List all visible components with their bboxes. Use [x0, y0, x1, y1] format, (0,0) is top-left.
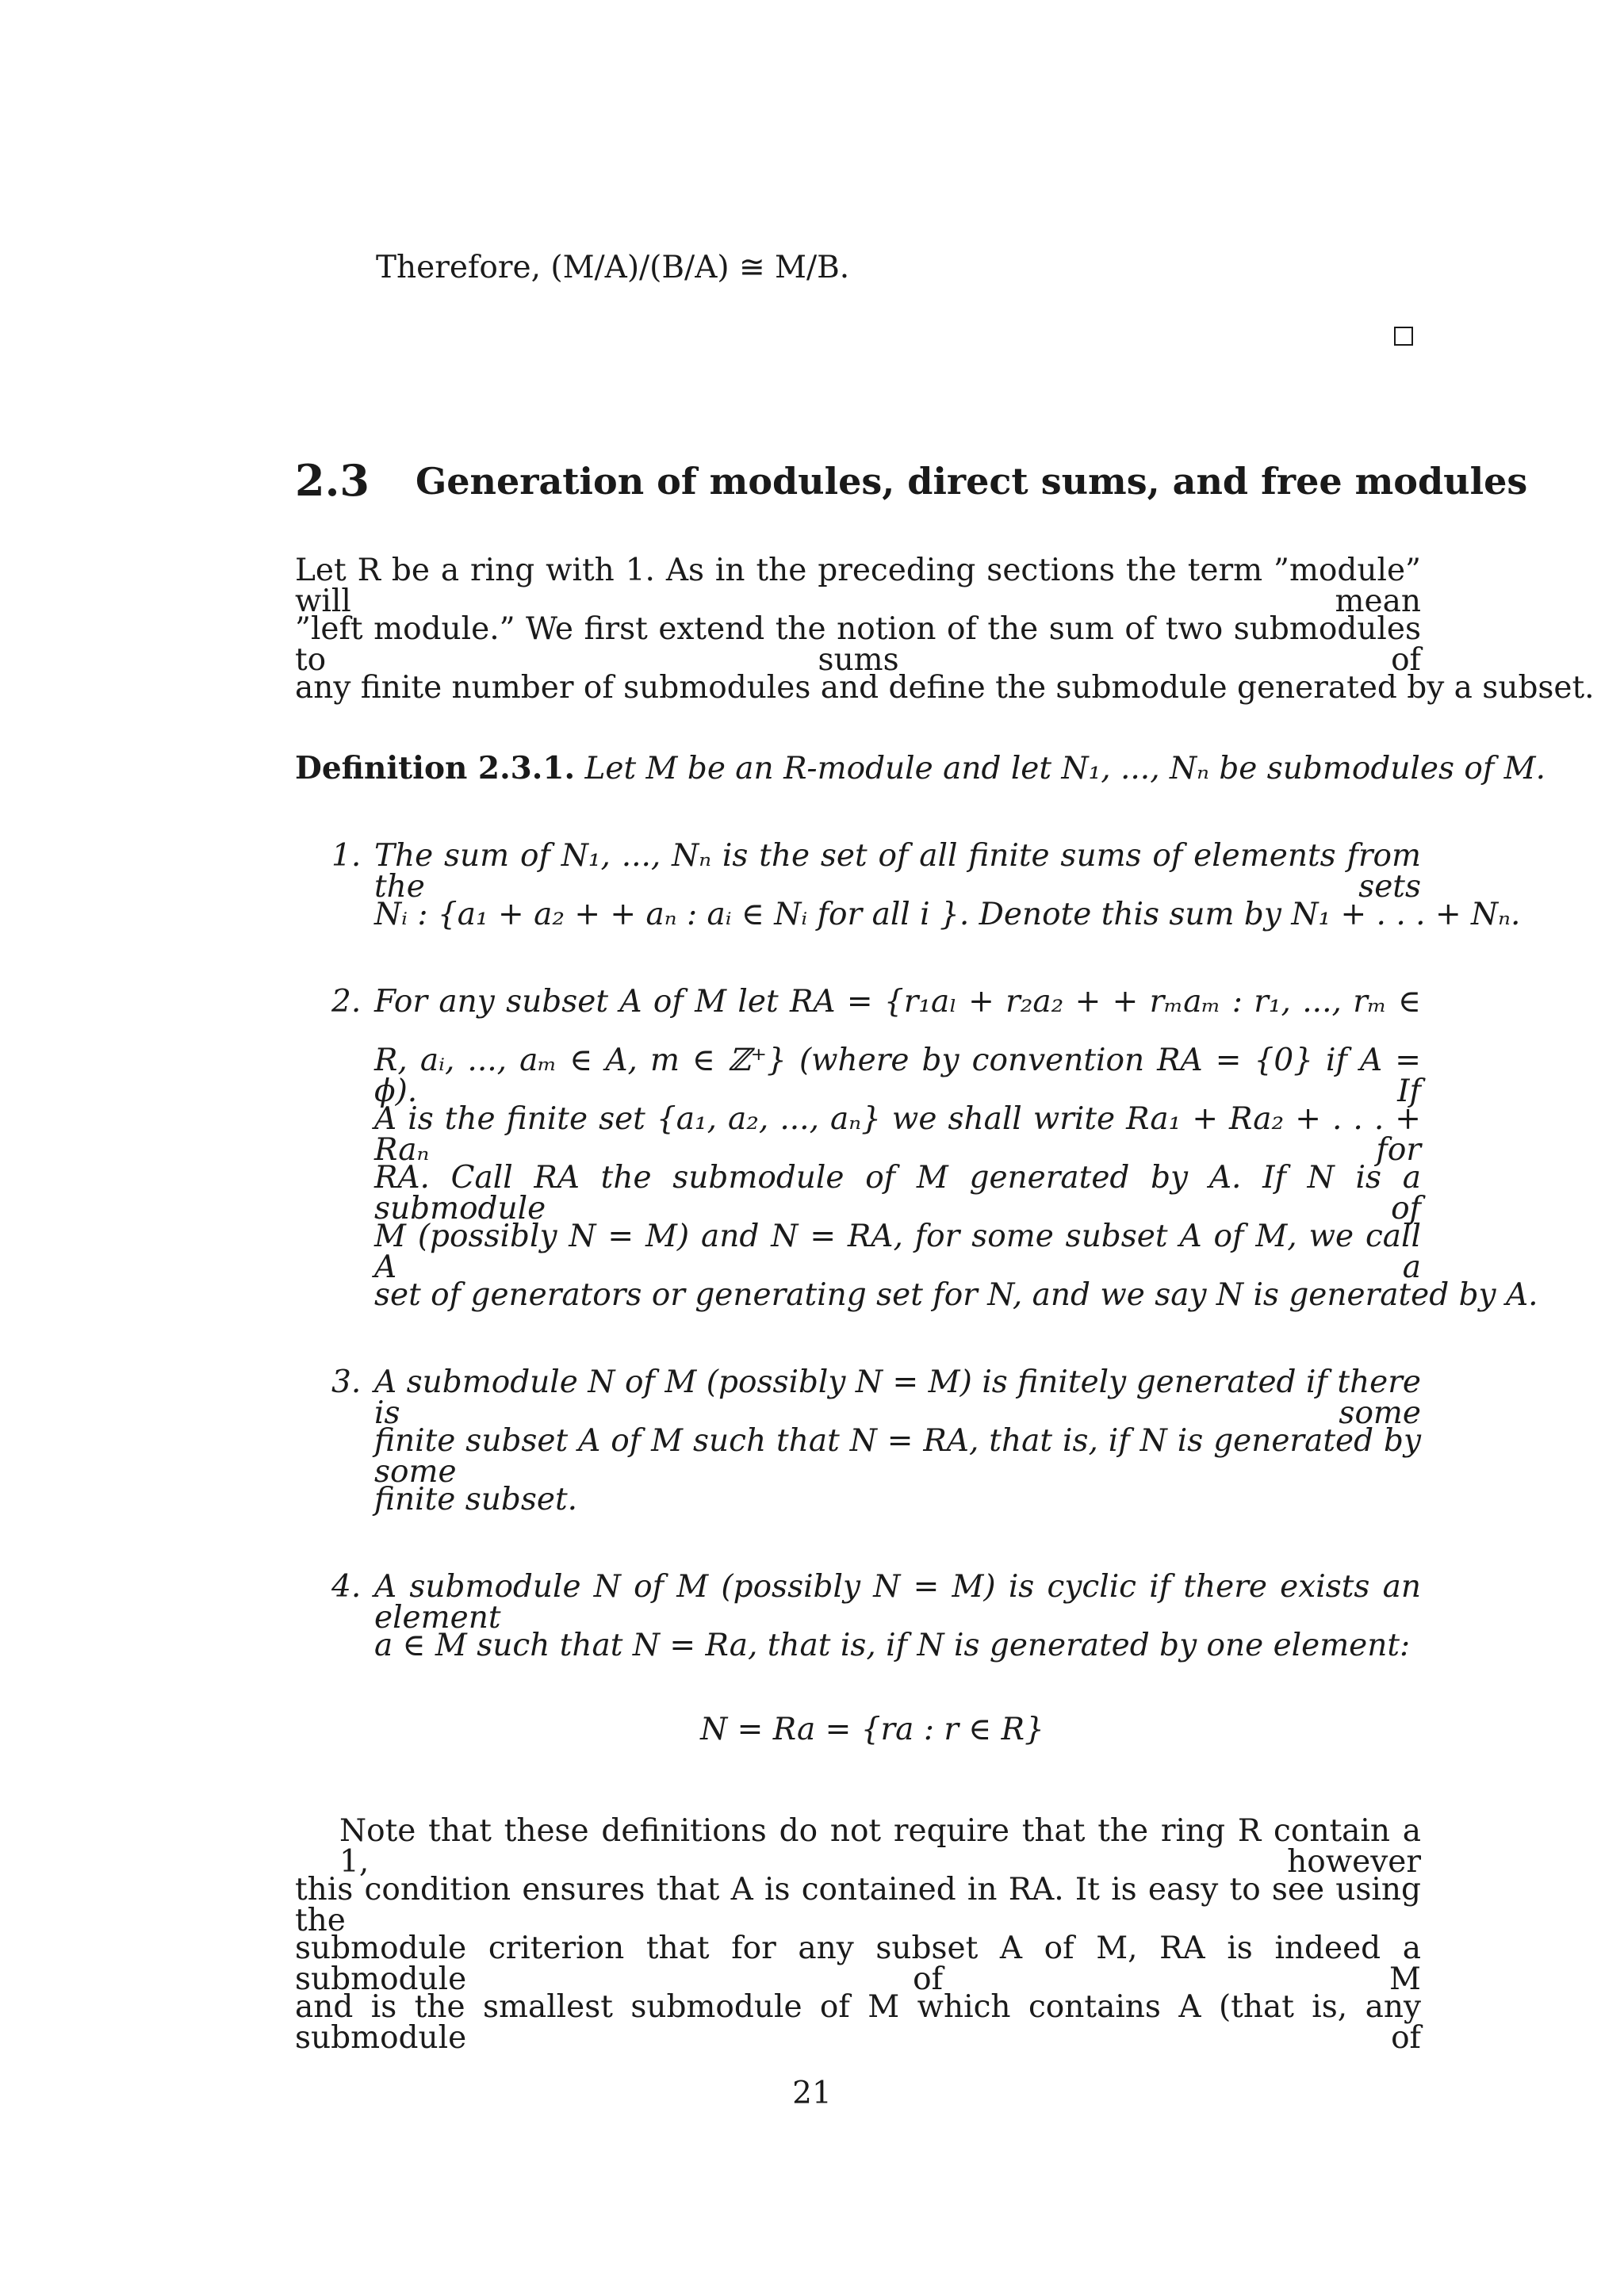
item-line: R, aᵢ, ..., aₘ ∈ A, m ∈ ℤ⁺} (where by convention RA = {0} if A = ϕ). If [374, 1043, 1421, 1109]
item-line: finite subset. [374, 1482, 578, 1517]
page-number: 21 [792, 2076, 832, 2111]
item-marker: 3. [331, 1364, 362, 1400]
item-line: M (possibly N = M) and N = RA, for some subset A of M, we call A a [374, 1219, 1421, 1285]
item-line: For any subset A of M let RA = {r₁aₗ + r₂a₂ + + rₘaₘ : r₁, ..., rₘ ∈ [374, 984, 1421, 1020]
section-title: Generation of modules, direct sums, and free modules [416, 460, 1528, 503]
intro-line: ”left module.” We first extend the notion of the sum of two submodules to sums of [295, 611, 1421, 678]
definition-header [295, 750, 1546, 786]
intro-line: Let R be a ring with 1. As in the preceding sections the term ”module” will mean [295, 553, 1421, 619]
item-marker: 1. [331, 838, 362, 874]
item-line: A submodule N of M (possibly N = M) is cyclic if there exists an element [374, 1569, 1421, 1636]
item-line: RA. Call RA the submodule of M generated by A. If N is a submodule of [374, 1160, 1421, 1226]
note-line: and is the smallest submodule of M which contains A (that is, any submodule of [295, 1989, 1421, 2056]
note-line: this condition ensures that A is contained in RA. It is easy to see using the [295, 1872, 1421, 1938]
item-line: finite subset A of M such that N = RA, that is, if N is generated by some [374, 1423, 1421, 1490]
item-line: a ∈ M such that N = Ra, that is, if N is generated by one element: [374, 1628, 1411, 1663]
item-line: A is the finite set {a₁, a₂, ..., aₙ} we shall write Ra₁ + Ra₂ + . . . + Raₙ for [374, 1101, 1421, 1168]
qed-symbol-icon [1394, 327, 1413, 346]
display-equation: N = Ra = {ra : r ∈ R} [700, 1712, 1044, 1747]
definition-label: Definition 2.3.1. [295, 750, 576, 786]
note-line: Note that these definitions do not require that the ring R contain a 1, however [339, 1813, 1421, 1880]
item-line: set of generators or generating set for N, and we say N is generated by A. [374, 1277, 1538, 1313]
item-marker: 2. [331, 984, 362, 1020]
proof-conclusion: Therefore, (M/A)/(B/A) ≅ M/B. [376, 250, 850, 285]
item-line: The sum of N₁, ..., Nₙ is the set of all finite sums of elements from the sets [374, 838, 1421, 905]
item-line: Nᵢ : {a₁ + a₂ + + aₙ : aᵢ ∈ Nᵢ for all i }. Denote this sum by N₁ + . . . + Nₙ. [374, 897, 1521, 932]
item-marker: 4. [331, 1569, 362, 1605]
section-number: 2.3 [295, 455, 370, 506]
intro-line: any finite number of submodules and define the submodule generated by a subset. [295, 670, 1595, 706]
item-line: A submodule N of M (possibly N = M) is finitely generated if there is some [374, 1364, 1421, 1431]
note-line: submodule criterion that for any subset A of M, RA is indeed a submodule of M [295, 1931, 1421, 1997]
definition-text: Let M be an R-module and let N₁, ..., Nₙ be submodules of M. [584, 751, 1546, 786]
